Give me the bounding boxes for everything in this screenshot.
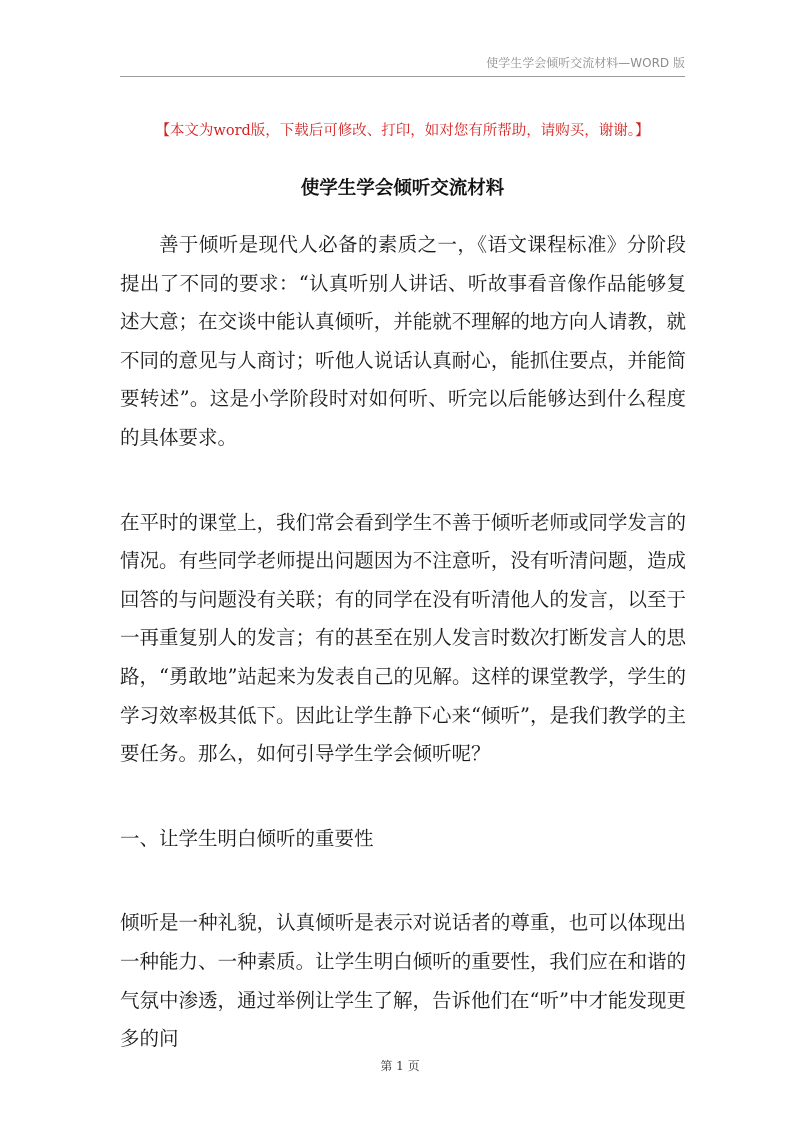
document-title: 使学生学会倾听交流材料 — [300, 178, 505, 199]
purchase-notice: 【本文为word版，下载后可修改、打印，如对您有所帮助，请购买，谢谢。】 — [155, 123, 650, 139]
intro-paragraph: 善于倾听是现代人必备的素质之一，《语文课程标准》分阶段提出了不同的要求：“认真听别人讲话、听故事看音像作品能够复述大意；在交谈中能认真倾听，并能就不理解的地方向人请教，就不同的意见与人商讨；听他人说话认真耐心，能抓住要点，并能简要转述”。这是小学阶段时对如何听、听完以后能够达到什么程度的具体要求。 — [120, 233, 686, 449]
document-body — [120, 226, 686, 1059]
running-title: 使学生学会倾听交流材料—WORD 版 — [486, 56, 685, 70]
section-heading: 一、让学生明白倾听的重要性 — [120, 826, 374, 850]
page-header — [120, 48, 685, 77]
page-number: 第 1 页 — [380, 1059, 420, 1073]
section-paragraph: 倾听是一种礼貌，认真倾听是表示对说话者的尊重，也可以体现出一种能力、一种素质。让学生明白倾听的重要性，我们应在和谐的气氛中渗透，通过举例让学生了解，告诉他们在“听”中才能发现更多的问 — [120, 911, 686, 1051]
classroom-paragraph: 在平时的课堂上，我们常会看到学生不善于倾听老师或同学发言的情况。有些同学老师提出问题因为不注意听，没有听清问题，造成回答的与问题没有关联；有的同学在没有听清他人的发言，以至于一再重复别人的发言；有的甚至在别人发言时数次打断发言人的思路，“勇敢地”站起来为发表自己的见解。这样的课堂教学，学生的学习效率极其低下。因此让学生静下心来“倾听”，是我们教学的主要任务。那么，如何引导学生学会倾听呢？ — [120, 510, 686, 766]
